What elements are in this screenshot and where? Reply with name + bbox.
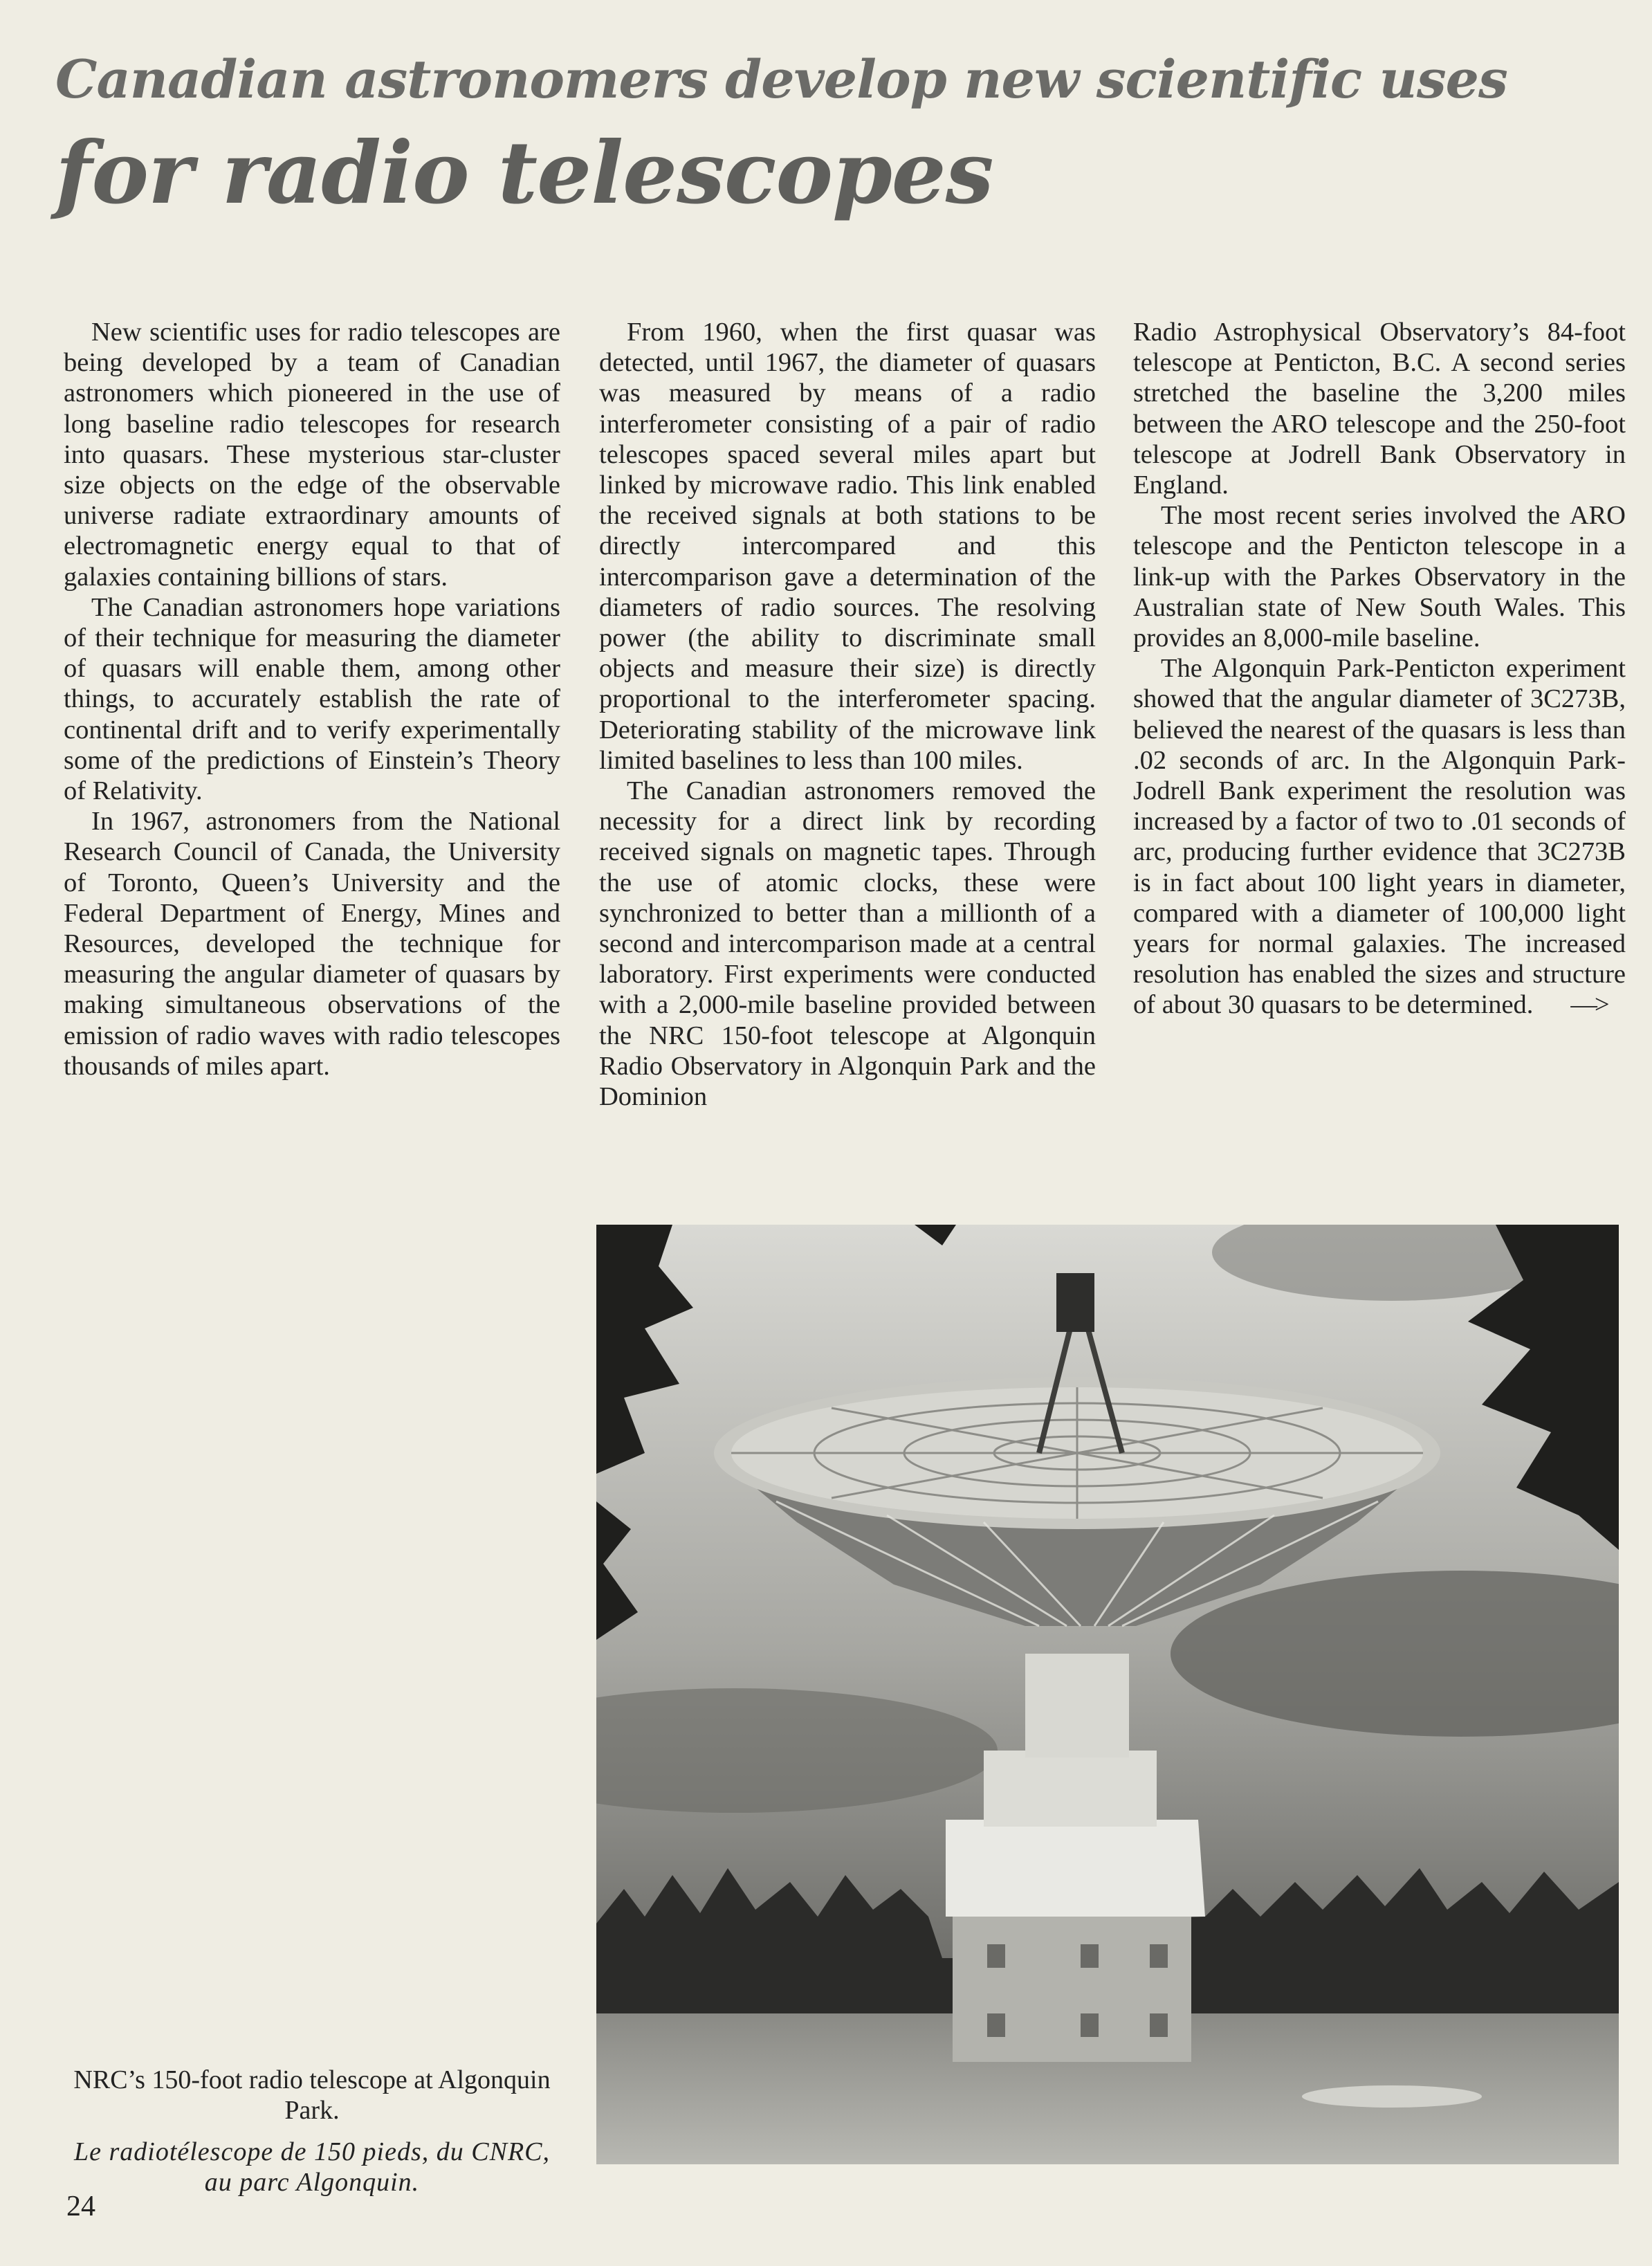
headline-line-2: for radio telescopes (55, 123, 993, 223)
radio-telescope-photo (596, 1225, 1619, 2164)
radio-telescope-illustration (596, 1225, 1619, 2164)
paragraph: Radio Astrophysical Observatory’s 84-foot telescope at Penticton, B.C. A second series stretched the baseline the 3,200 miles between the ARO telescope and the 250-foot telescope at Jodrell Bank Observatory in England. (1133, 318, 1626, 500)
photo-caption-french: Le radiotélescope de 150 pieds, du CNRC, au parc Algonquin. (73, 2137, 551, 2197)
paragraph-last (1133, 653, 1626, 1020)
page-number: 24 (66, 2191, 95, 2222)
paragraph: The Canadian astronomers hope variations of their technique for measuring the diameter of quasars will enable them, among other things, to accurately establish the rate of continental drift and to verify experimentally some of the predictions of Einstein’s Theory of Relativity. (64, 592, 560, 806)
headline-line-1: Canadian astronomers develop new scientific uses (55, 48, 1507, 110)
continue-arrow-icon: —> (1570, 990, 1607, 1020)
article-column-3 (1133, 317, 1626, 1021)
article-column-1 (64, 317, 560, 1081)
article-column-2 (599, 317, 1096, 1112)
paragraph: From 1960, when the first quasar was detected, until 1967, the diameter of quasars was measured by means of a radio interferometer consisting of a pair of radio telescopes spaced several miles apart but linked by microwave radio. This link enabled the received signals at both stations to be directly intercompared and this intercomparison gave a determination of the diameters of radio sources. The resolving power (the ability to discriminate small objects and measure their size) is directly proportional to the interferometer spacing. Deteriorating stability of the microwave link limited baselines to less than 100 miles. (599, 318, 1096, 775)
paragraph: In 1967, astronomers from the National Research Council of Canada, the University of Toronto, Queen’s University and the Federal Department of Energy, Mines and Resources, developed the technique for measuring the angular diameter of quasars by making simultaneous observations of the emission of radio waves with radio telescopes thousands of miles apart. (64, 807, 560, 1081)
photo-caption-english: NRC’s 150-foot radio telescope at Algonquin Park. (73, 2065, 551, 2125)
paragraph: The Canadian astronomers removed the necessity for a direct link by recording received signals on magnetic tapes. Through the use of atomic clocks, these were synchronized to better than a millionth of a second and intercomparison made at a central laboratory. First experiments were conducted with a 2,000-mile baseline provided between the NRC 150-foot telescope at Algonquin Radio Observatory in Algonquin Park and the Dominion (599, 776, 1096, 1112)
paragraph-text: The Algonquin Park-Penticton experiment showed that the angular diameter of 3C273B, believed the nearest of the quasars is less than .02 seconds of arc. In the Algonquin Park-Jodrell Bank experiment the resolution was increased by a factor of two to .01 seconds of arc, producing further evidence that 3C273B is in fact about 100 light years in diameter, compared with a diameter of 100,000 light years for normal galaxies. The increased resolution has enabled the sizes and structure of about 30 quasars to be determined. (1133, 654, 1626, 1020)
paragraph: New scientific uses for radio telescopes are being developed by a team of Canadian astronomers which pioneered in the use of long baseline radio telescopes for research into quasars. These mysterious star-cluster size objects on the edge of the observable universe radiate extraordinary amounts of electromagnetic energy equal to that of galaxies containing billions of stars. (64, 318, 560, 592)
paragraph: The most recent series involved the ARO telescope and the Penticton telescope in a link-up with the Parkes Observatory in the Australian state of New South Wales. This provides an 8,000-mile baseline. (1133, 501, 1626, 653)
